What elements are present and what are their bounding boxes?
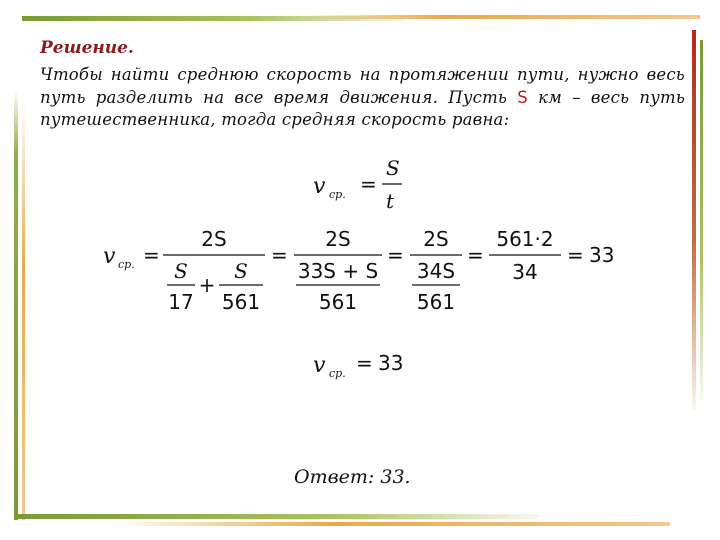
fraction1-sub-b-numerator: S bbox=[234, 259, 248, 283]
formula2-equals-1: = bbox=[143, 243, 160, 267]
fraction1-plus: + bbox=[198, 273, 216, 297]
answer-text: Ответ: 33. bbox=[294, 466, 411, 488]
formula2-equals-4: = bbox=[467, 243, 484, 267]
formula2-equals-2: = bbox=[271, 243, 288, 267]
formula1-subscript: ср. bbox=[329, 188, 346, 201]
fraction3-numerator: 2S bbox=[423, 227, 449, 251]
paragraph-text-start: Чтобы найти среднюю скорость на протяжении пути, нужно весь путь разделить на все время движения. Пусть bbox=[40, 65, 685, 107]
formula3-value: 33 bbox=[378, 351, 404, 375]
fraction2-denominator-bottom: 561 bbox=[318, 290, 358, 314]
formula2-equals-5: = bbox=[567, 243, 584, 267]
solution-heading: Решение. bbox=[40, 38, 134, 58]
fraction4-denominator: 34 bbox=[512, 260, 538, 284]
formula2-equals-3: = bbox=[387, 243, 404, 267]
fraction2-denominator-top: 33S + S bbox=[297, 259, 379, 283]
formula2-v: v bbox=[103, 244, 116, 269]
fraction2-numerator: 2S bbox=[325, 227, 351, 251]
paragraph-variable: S bbox=[517, 87, 528, 107]
formula2-result: 33 bbox=[589, 243, 615, 267]
formula3-subscript: ср. bbox=[329, 367, 346, 380]
formula1-denominator: t bbox=[386, 189, 395, 213]
fraction3-denominator-top: 34S bbox=[416, 259, 456, 283]
fraction1-sub-a-denominator: 17 bbox=[168, 290, 194, 314]
formula-average-speed-definition bbox=[313, 156, 402, 213]
formula3-equals: = bbox=[356, 351, 373, 375]
fraction1-sub-a-numerator: S bbox=[174, 259, 188, 283]
formula1-equals: = bbox=[360, 172, 377, 196]
fraction4-numerator: 561·2 bbox=[496, 227, 554, 251]
formula1-numerator: S bbox=[386, 156, 400, 180]
formula3-v: v bbox=[313, 353, 326, 378]
formula2-subscript: ср. bbox=[118, 258, 135, 271]
formula-final-result bbox=[313, 351, 403, 380]
paragraph-text-end: км – весь путь путешественника, тогда средняя скорость равна: bbox=[40, 87, 686, 129]
formula1-v: v bbox=[313, 174, 326, 199]
fraction1-numerator: 2S bbox=[201, 227, 227, 251]
formula-calculation bbox=[103, 227, 614, 314]
fraction1-sub-b-denominator: 561 bbox=[221, 290, 261, 314]
fraction3-denominator-bottom: 561 bbox=[416, 290, 456, 314]
